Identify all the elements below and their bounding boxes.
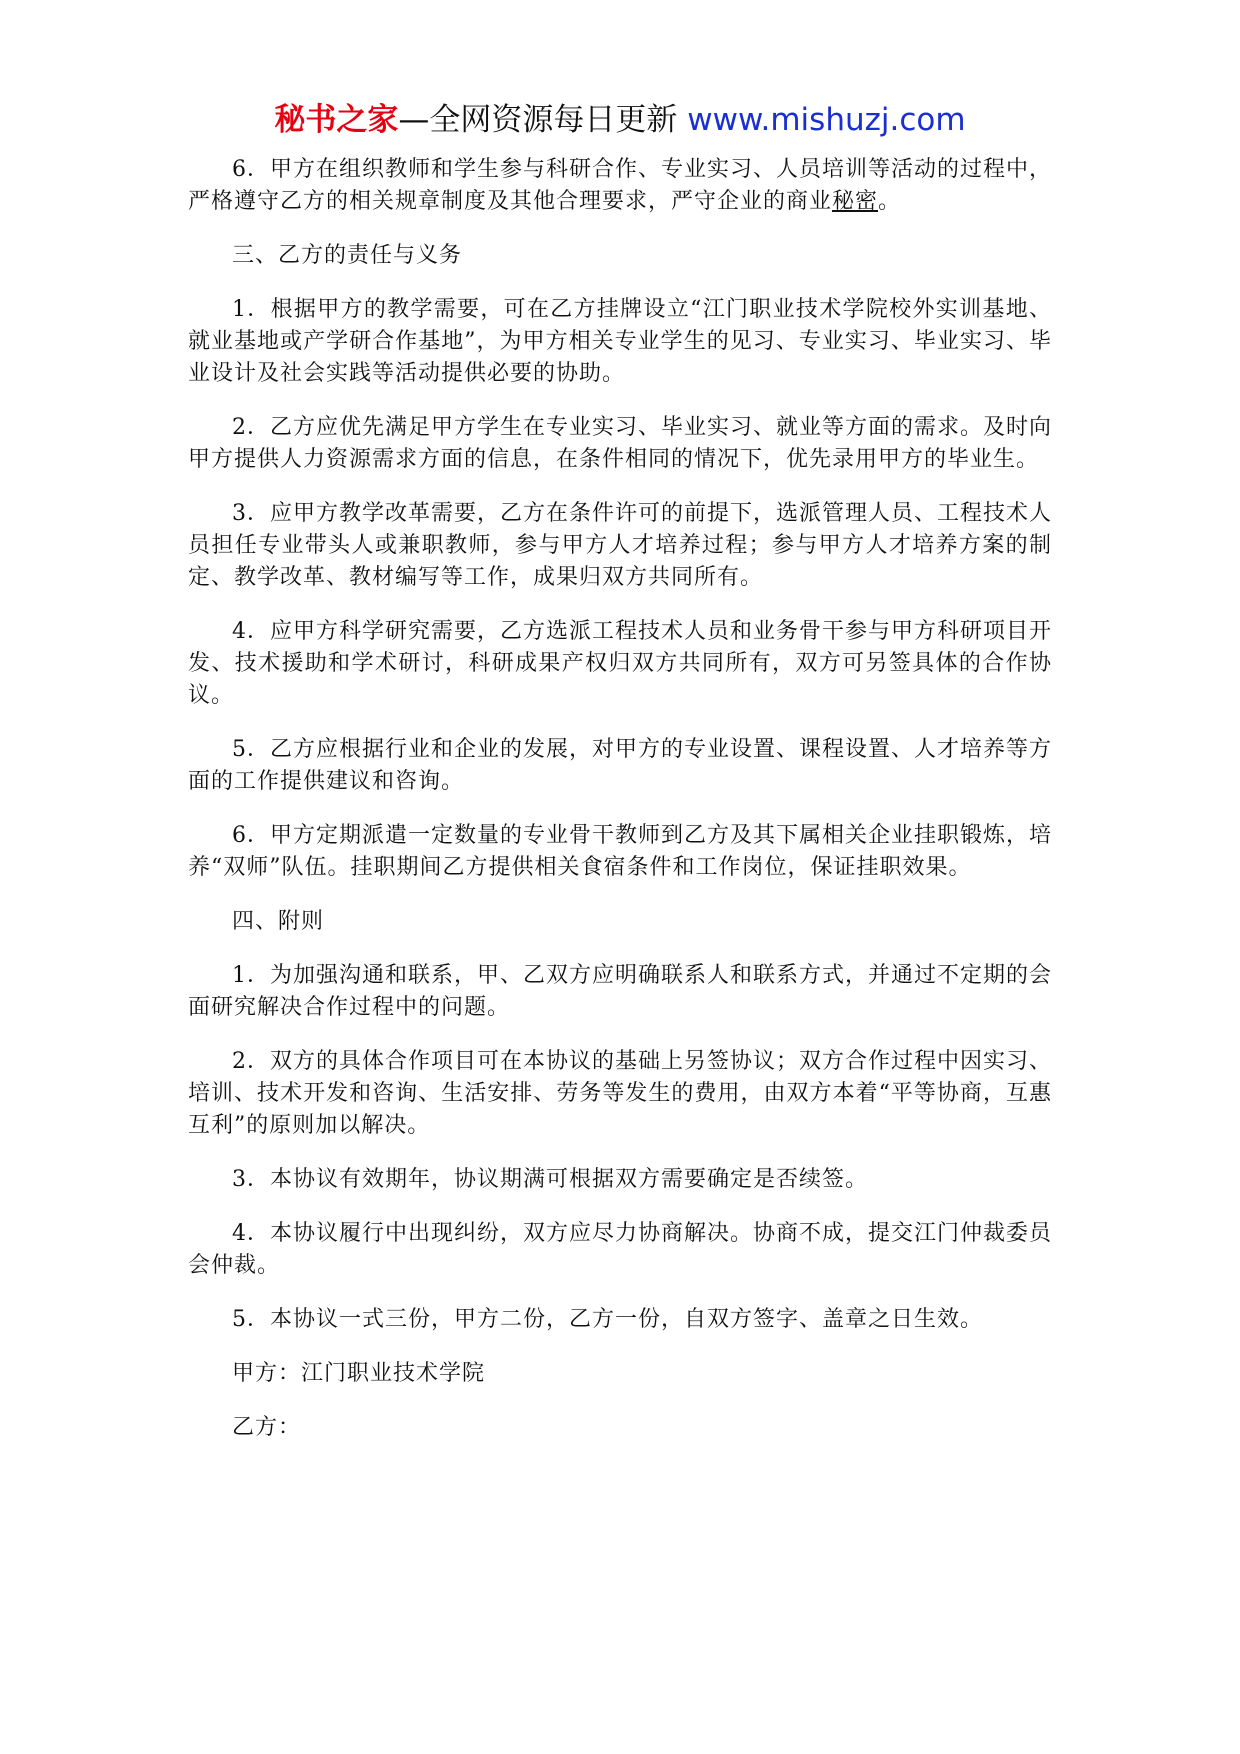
paragraph-text-end: 。 xyxy=(878,189,902,214)
signature-party-b: 乙方： xyxy=(232,1415,302,1440)
paragraph-b2: 2．乙方应优先满足甲方学生在专业实习、毕业实习、就业等方面的需求。及时向甲方提供人力资源需求方面的信息，在条件相同的情况下，优先录用甲方的毕业生。 xyxy=(188,415,1052,472)
paragraph-c1: 1．为加强沟通和联系，甲、乙双方应明确联系人和联系方式，并通过不定期的会面研究解决合作过程中的问题。 xyxy=(188,963,1052,1020)
section-heading-supplementary: 四、附则 xyxy=(232,909,325,934)
signature-party-a: 甲方：江门职业技术学院 xyxy=(232,1361,486,1386)
paragraph-b6: 6．甲方定期派遣一定数量的专业骨干教师到乙方及其下属相关企业挂职锻炼，培养“双师”队伍。挂职期间乙方提供相关食宿条件和工作岗位，保证挂职效果。 xyxy=(188,823,1052,880)
paragraph-b3: 3．应甲方教学改革需要，乙方在条件许可的前提下，选派管理人员、工程技术人员担任专业带头人或兼职教师，参与甲方人才培养过程；参与甲方人才培养方案的制定、教学改革、教材编写等工作，成果归双方共同所有。 xyxy=(188,501,1052,590)
site-brand-name: 秘书之家 xyxy=(274,102,399,138)
site-header-banner xyxy=(0,100,1240,140)
paragraph-b4: 4．应甲方科学研究需要，乙方选派工程技术人员和业务骨干参与甲方科研项目开发、技术援助和学术研讨，科研成果产权归双方共同所有，双方可另签具体的合作协议。 xyxy=(188,619,1052,708)
underlined-term: 秘密 xyxy=(832,189,879,214)
paragraph-a6-secrecy xyxy=(188,154,1052,218)
site-slogan: —全网资源每日更新 xyxy=(398,102,678,138)
paragraph-b5: 5．乙方应根据行业和企业的发展，对甲方的专业设置、课程设置、人才培养等方面的工作提供建议和咨询。 xyxy=(188,737,1052,794)
paragraph-c3: 3．本协议有效期年，协议期满可根据双方需要确定是否续签。 xyxy=(232,1167,868,1192)
paragraph-text: 6．甲方在组织教师和学生参与科研合作、专业实习、人员培训等活动的过程中，严格遵守乙方的相关规章制度及其他合理要求，严守企业的商业 xyxy=(188,157,1052,214)
document-body xyxy=(188,154,1052,1466)
paragraph-c4: 4．本协议履行中出现纠纷，双方应尽力协商解决。协商不成，提交江门仲裁委员会仲裁。 xyxy=(188,1221,1052,1278)
paragraph-c5: 5．本协议一式三份，甲方二份，乙方一份，自双方签字、盖章之日生效。 xyxy=(232,1307,983,1332)
paragraph-c2: 2．双方的具体合作项目可在本协议的基础上另签协议；双方合作过程中因实习、培训、技术开发和咨询、生活安排、劳务等发生的费用，由双方本着“平等协商，互惠互利”的原则加以解决。 xyxy=(188,1049,1052,1138)
site-url-link[interactable]: www.mishuzj.com xyxy=(687,102,966,138)
paragraph-b1: 1．根据甲方的教学需要，可在乙方挂牌设立“江门职业技术学院校外实训基地、就业基地或产学研合作基地”，为甲方相关专业学生的见习、专业实习、毕业实习、毕业设计及社会实践等活动提供必要的协助。 xyxy=(188,297,1052,386)
section-heading-party-b-duties: 三、乙方的责任与义务 xyxy=(232,243,463,268)
